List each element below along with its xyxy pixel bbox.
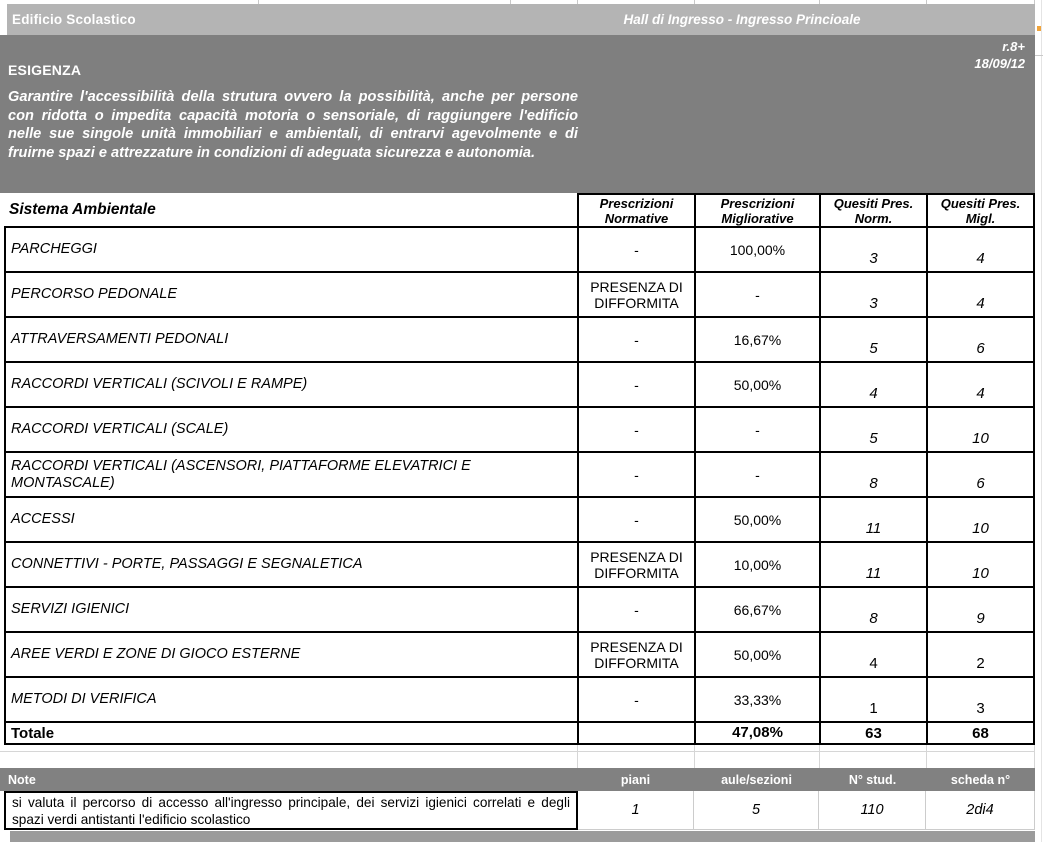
gridline xyxy=(577,745,578,768)
table-total-row xyxy=(4,723,1035,745)
row-label: RACCORDI VERTICALI (SCALE) xyxy=(4,408,577,453)
note-text-box xyxy=(4,791,578,830)
cell-prescrizioni-normative: - xyxy=(577,453,694,498)
table-row xyxy=(4,588,1035,633)
column-header-line: Quesiti Pres. xyxy=(940,195,1021,211)
cell-quesiti-migl: 6 xyxy=(926,318,1035,363)
title-bar xyxy=(7,4,1035,35)
revision-label: r.8+ xyxy=(1002,39,1025,54)
bottom-strip xyxy=(10,831,1035,842)
gridline xyxy=(1034,745,1035,768)
cell-quesiti-migl: 6 xyxy=(926,453,1035,498)
column-header-quesiti-norm xyxy=(819,193,926,226)
cell-prescrizioni-migliorative: 50,00% xyxy=(694,498,819,543)
cell-quesiti-norm: 4 xyxy=(819,633,926,678)
cell-prescrizioni-migliorative: 100,00% xyxy=(694,228,819,273)
table-row xyxy=(4,408,1035,453)
cell-quesiti-migl: 4 xyxy=(926,363,1035,408)
notes-header-bar xyxy=(0,768,1035,791)
note-value-scheda: 2di4 xyxy=(926,791,1035,830)
total-label: Totale xyxy=(4,723,577,745)
table-row xyxy=(4,633,1035,678)
notes-header-piani: piani xyxy=(620,772,651,787)
column-header-line: Normative xyxy=(604,210,669,226)
cell-prescrizioni-normative: - xyxy=(577,318,694,363)
cell-quesiti-migl: 2 xyxy=(926,633,1035,678)
row-label: SERVIZI IGIENICI xyxy=(4,588,577,633)
requirement-text: Garantire l'accessibilità della strutura ovvero la possibilità, anche per persone con ridotta o impedita capacità motoria o sensoriale, di raggiungere l'edificio nelle sue singole unità immobiliari e ambientali, di entrarvi agevolmente e di fruirne spazi e attrezzature in condizioni di adeguata sicurezza e autonomia. xyxy=(8,89,578,161)
total-quesiti-migl: 68 xyxy=(926,723,1035,745)
section-title: ESIGENZA xyxy=(8,62,82,78)
column-header-quesiti-migl xyxy=(926,193,1035,226)
cell-quesiti-migl: 9 xyxy=(926,588,1035,633)
total-prescrizioni-normative xyxy=(577,723,694,745)
table-row xyxy=(4,543,1035,588)
column-header-line: Migl. xyxy=(965,210,996,226)
column-header-line: Migliorative xyxy=(721,210,794,226)
row-label: ACCESSI xyxy=(4,498,577,543)
cell-prescrizioni-migliorative: 50,00% xyxy=(694,363,819,408)
cell-prescrizioni-migliorative: 33,33% xyxy=(694,678,819,723)
row-label: RACCORDI VERTICALI (ASCENSORI, PIATTAFORME ELEVATRICI E MONTASCALE) xyxy=(4,453,577,498)
cell-quesiti-norm: 1 xyxy=(819,678,926,723)
column-header-line: Prescrizioni xyxy=(599,195,674,211)
cell-quesiti-norm: 3 xyxy=(819,228,926,273)
notes-header-scheda: scheda n° xyxy=(950,772,1011,787)
table-row xyxy=(4,273,1035,318)
cell-quesiti-norm: 5 xyxy=(819,318,926,363)
cell-prescrizioni-migliorative: - xyxy=(694,273,819,318)
cell-prescrizioni-migliorative: 66,67% xyxy=(694,588,819,633)
building-title: Edificio Scolastico xyxy=(12,12,136,27)
row-label: PERCORSO PEDONALE xyxy=(4,273,577,318)
row-label: RACCORDI VERTICALI (SCIVOLI E RAMPE) xyxy=(4,363,577,408)
column-header-line: Prescrizioni xyxy=(720,195,795,211)
table-title: Sistema Ambientale xyxy=(9,200,156,218)
table-row xyxy=(4,363,1035,408)
row-label: PARCHEGGI xyxy=(4,228,577,273)
cell-quesiti-migl: 10 xyxy=(926,408,1035,453)
gridline xyxy=(0,751,1035,752)
row-label: METODI DI VERIFICA xyxy=(4,678,577,723)
cell-prescrizioni-normative: PRESENZA DI DIFFORMITA xyxy=(577,273,694,318)
cell-prescrizioni-migliorative: - xyxy=(694,408,819,453)
table-row xyxy=(4,678,1035,723)
note-values-row xyxy=(578,791,1035,830)
cell-prescrizioni-normative: PRESENZA DI DIFFORMITA xyxy=(577,633,694,678)
notes-header-aule: aule/sezioni xyxy=(721,772,792,787)
cell-prescrizioni-migliorative: - xyxy=(694,453,819,498)
gridline xyxy=(1035,55,1043,56)
cell-quesiti-norm: 8 xyxy=(819,453,926,498)
date-label: 18/09/12 xyxy=(974,56,1025,71)
cell-quesiti-norm: 3 xyxy=(819,273,926,318)
cell-prescrizioni-normative: - xyxy=(577,498,694,543)
column-header-prescrizioni-normative xyxy=(577,193,694,226)
cell-quesiti-migl: 4 xyxy=(926,273,1035,318)
total-quesiti-norm: 63 xyxy=(819,723,926,745)
note-value-aule: 5 xyxy=(694,791,819,830)
cell-prescrizioni-normative: - xyxy=(577,228,694,273)
cell-quesiti-migl: 10 xyxy=(926,543,1035,588)
notes-header-note: Note xyxy=(8,772,36,787)
location-title: Hall di Ingresso - Ingresso Princioale xyxy=(623,12,861,27)
column-header-line: Norm. xyxy=(854,210,893,226)
cell-quesiti-migl: 4 xyxy=(926,228,1035,273)
gridline xyxy=(926,745,927,768)
table-header-row xyxy=(4,193,1035,228)
cell-quesiti-norm: 5 xyxy=(819,408,926,453)
cell-prescrizioni-normative: - xyxy=(577,678,694,723)
table-row xyxy=(4,228,1035,273)
cell-quesiti-norm: 8 xyxy=(819,588,926,633)
table-body xyxy=(4,228,1035,745)
cell-prescrizioni-normative: PRESENZA DI DIFFORMITA xyxy=(577,543,694,588)
cell-prescrizioni-normative: - xyxy=(577,588,694,633)
notes-header-studenti: N° stud. xyxy=(848,772,897,787)
note-text: si valuta il percorso di accesso all'ingresso principale, dei servizi igienici correlati e degli spazi verdi antistanti l'edificio scolastico xyxy=(12,794,570,827)
gridline xyxy=(694,745,695,768)
cell-quesiti-migl: 10 xyxy=(926,498,1035,543)
table-row xyxy=(4,453,1035,498)
cell-quesiti-norm: 11 xyxy=(819,543,926,588)
cell-quesiti-migl: 3 xyxy=(926,678,1035,723)
note-value-studenti: 110 xyxy=(819,791,926,830)
row-label: ATTRAVERSAMENTI PEDONALI xyxy=(4,318,577,363)
table-row xyxy=(4,318,1035,363)
cell-prescrizioni-migliorative: 10,00% xyxy=(694,543,819,588)
cell-prescrizioni-migliorative: 16,67% xyxy=(694,318,819,363)
gridline xyxy=(819,745,820,768)
total-prescrizioni-migliorative: 47,08% xyxy=(694,723,819,745)
row-label: AREE VERDI E ZONE DI GIOCO ESTERNE xyxy=(4,633,577,678)
cell-prescrizioni-normative: - xyxy=(577,408,694,453)
esigenza-band xyxy=(0,35,1035,193)
row-label: CONNETTIVI - PORTE, PASSAGGI E SEGNALETICA xyxy=(4,543,577,588)
cell-prescrizioni-normative: - xyxy=(577,363,694,408)
column-header-prescrizioni-migliorative xyxy=(694,193,819,226)
note-value-piani: 1 xyxy=(578,791,694,830)
cell-prescrizioni-migliorative: 50,00% xyxy=(694,633,819,678)
cell-quesiti-norm: 11 xyxy=(819,498,926,543)
column-header-line: Quesiti Pres. xyxy=(833,195,914,211)
cell-quesiti-norm: 4 xyxy=(819,363,926,408)
gridline xyxy=(1041,0,1042,842)
table-row xyxy=(4,498,1035,543)
